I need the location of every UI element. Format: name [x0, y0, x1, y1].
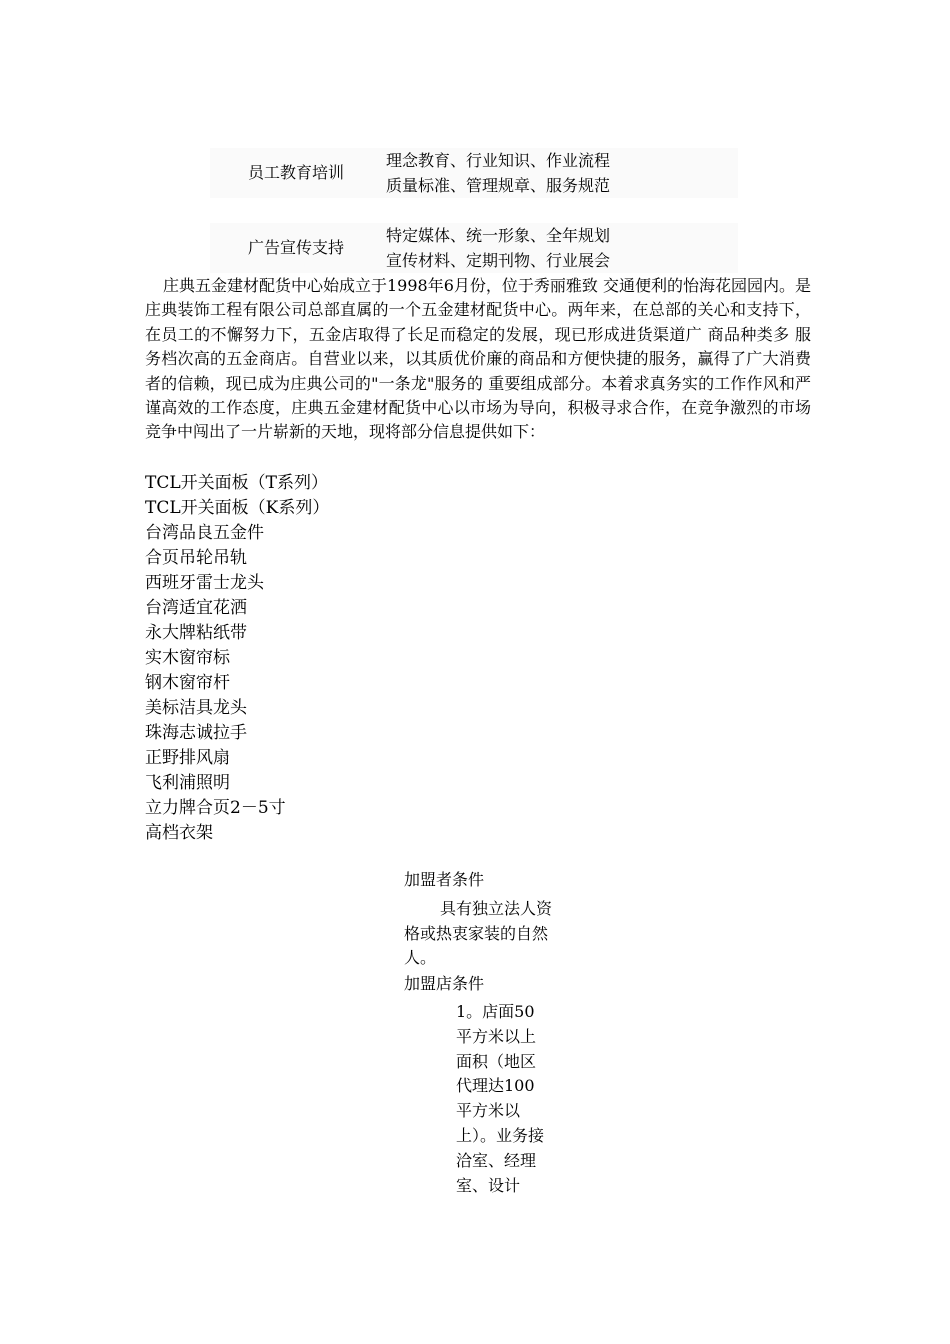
store-conditions-heading: 加盟店条件: [404, 974, 485, 993]
product-item: 永大牌粘纸带: [145, 623, 247, 643]
product-item: 实木窗帘标: [145, 648, 230, 668]
support-row-training: [210, 148, 738, 198]
product-item: TCL开关面板（T系列）: [145, 473, 328, 493]
store-conditions-text: 1。店面50平方米以上面积（地区代理达100平方米以上）。业务接洽室、经理室、设计: [456, 1002, 545, 1195]
intro-paragraph: 庄典五金建材配货中心始成立于1998年6月份，位于秀丽雅致 交通便利的怡海花园园内。是庄典装饰工程有限公司总部直属的一个五金建材配货中心。两年来，在总部的关心和支持下，在员工的不懈努力下，五金店取得了长足而稳定的发展，现已形成进货渠道广 商品种类多 服务档次高的五金商店。自营业以来，以其质优价廉的商品和方便快捷的服务，赢得了广大消费者的信赖，现已成为庄典公司的"一条龙"服务的 重要组成部分。本着求真务实的工作作风和严谨高效的工作态度，庄典五金建材配货中心以市场为导向，积极寻求合作，在竞争激烈的市场竞争中闯出了一片崭新的天地，现将部分信息提供如下：: [145, 276, 811, 442]
product-item: TCL开关面板（K系列）: [145, 498, 330, 518]
product-item: 台湾适宜花洒: [145, 598, 247, 618]
product-item: 合页吊轮吊轨: [145, 548, 247, 568]
franchisee-conditions-heading: 加盟者条件: [404, 870, 485, 889]
support-details: [386, 148, 610, 198]
product-item: 台湾品良五金件: [145, 523, 264, 543]
product-item: 正野排风扇: [145, 748, 230, 768]
product-item: 美标洁具龙头: [145, 698, 247, 718]
support-detail-line: 特定媒体、统一形象、全年规划: [386, 226, 611, 245]
product-list: [145, 471, 329, 846]
support-detail-line: 宣传材料、定期刊物、行业展会: [386, 251, 611, 270]
product-item: 钢木窗帘杆: [145, 673, 230, 693]
product-item: 珠海志诚拉手: [145, 723, 247, 743]
support-label: 员工教育培训: [248, 163, 345, 182]
support-row-advertising: [210, 223, 738, 273]
product-item: 立力牌合页2－5寸: [145, 798, 286, 818]
product-item: 西班牙雷士龙头: [145, 573, 264, 593]
support-label: 广告宣传支持: [248, 238, 345, 257]
franchisee-conditions-text: 具有独立法人资格或热衷家装的自然人。: [404, 899, 553, 967]
support-details: [386, 223, 610, 273]
product-item: 飞利浦照明: [145, 773, 230, 793]
support-detail-line: 理念教育、行业知识、作业流程: [386, 151, 611, 170]
product-item: 高档衣架: [145, 823, 213, 843]
support-detail-line: 质量标准、管理规章、服务规范: [386, 176, 611, 195]
